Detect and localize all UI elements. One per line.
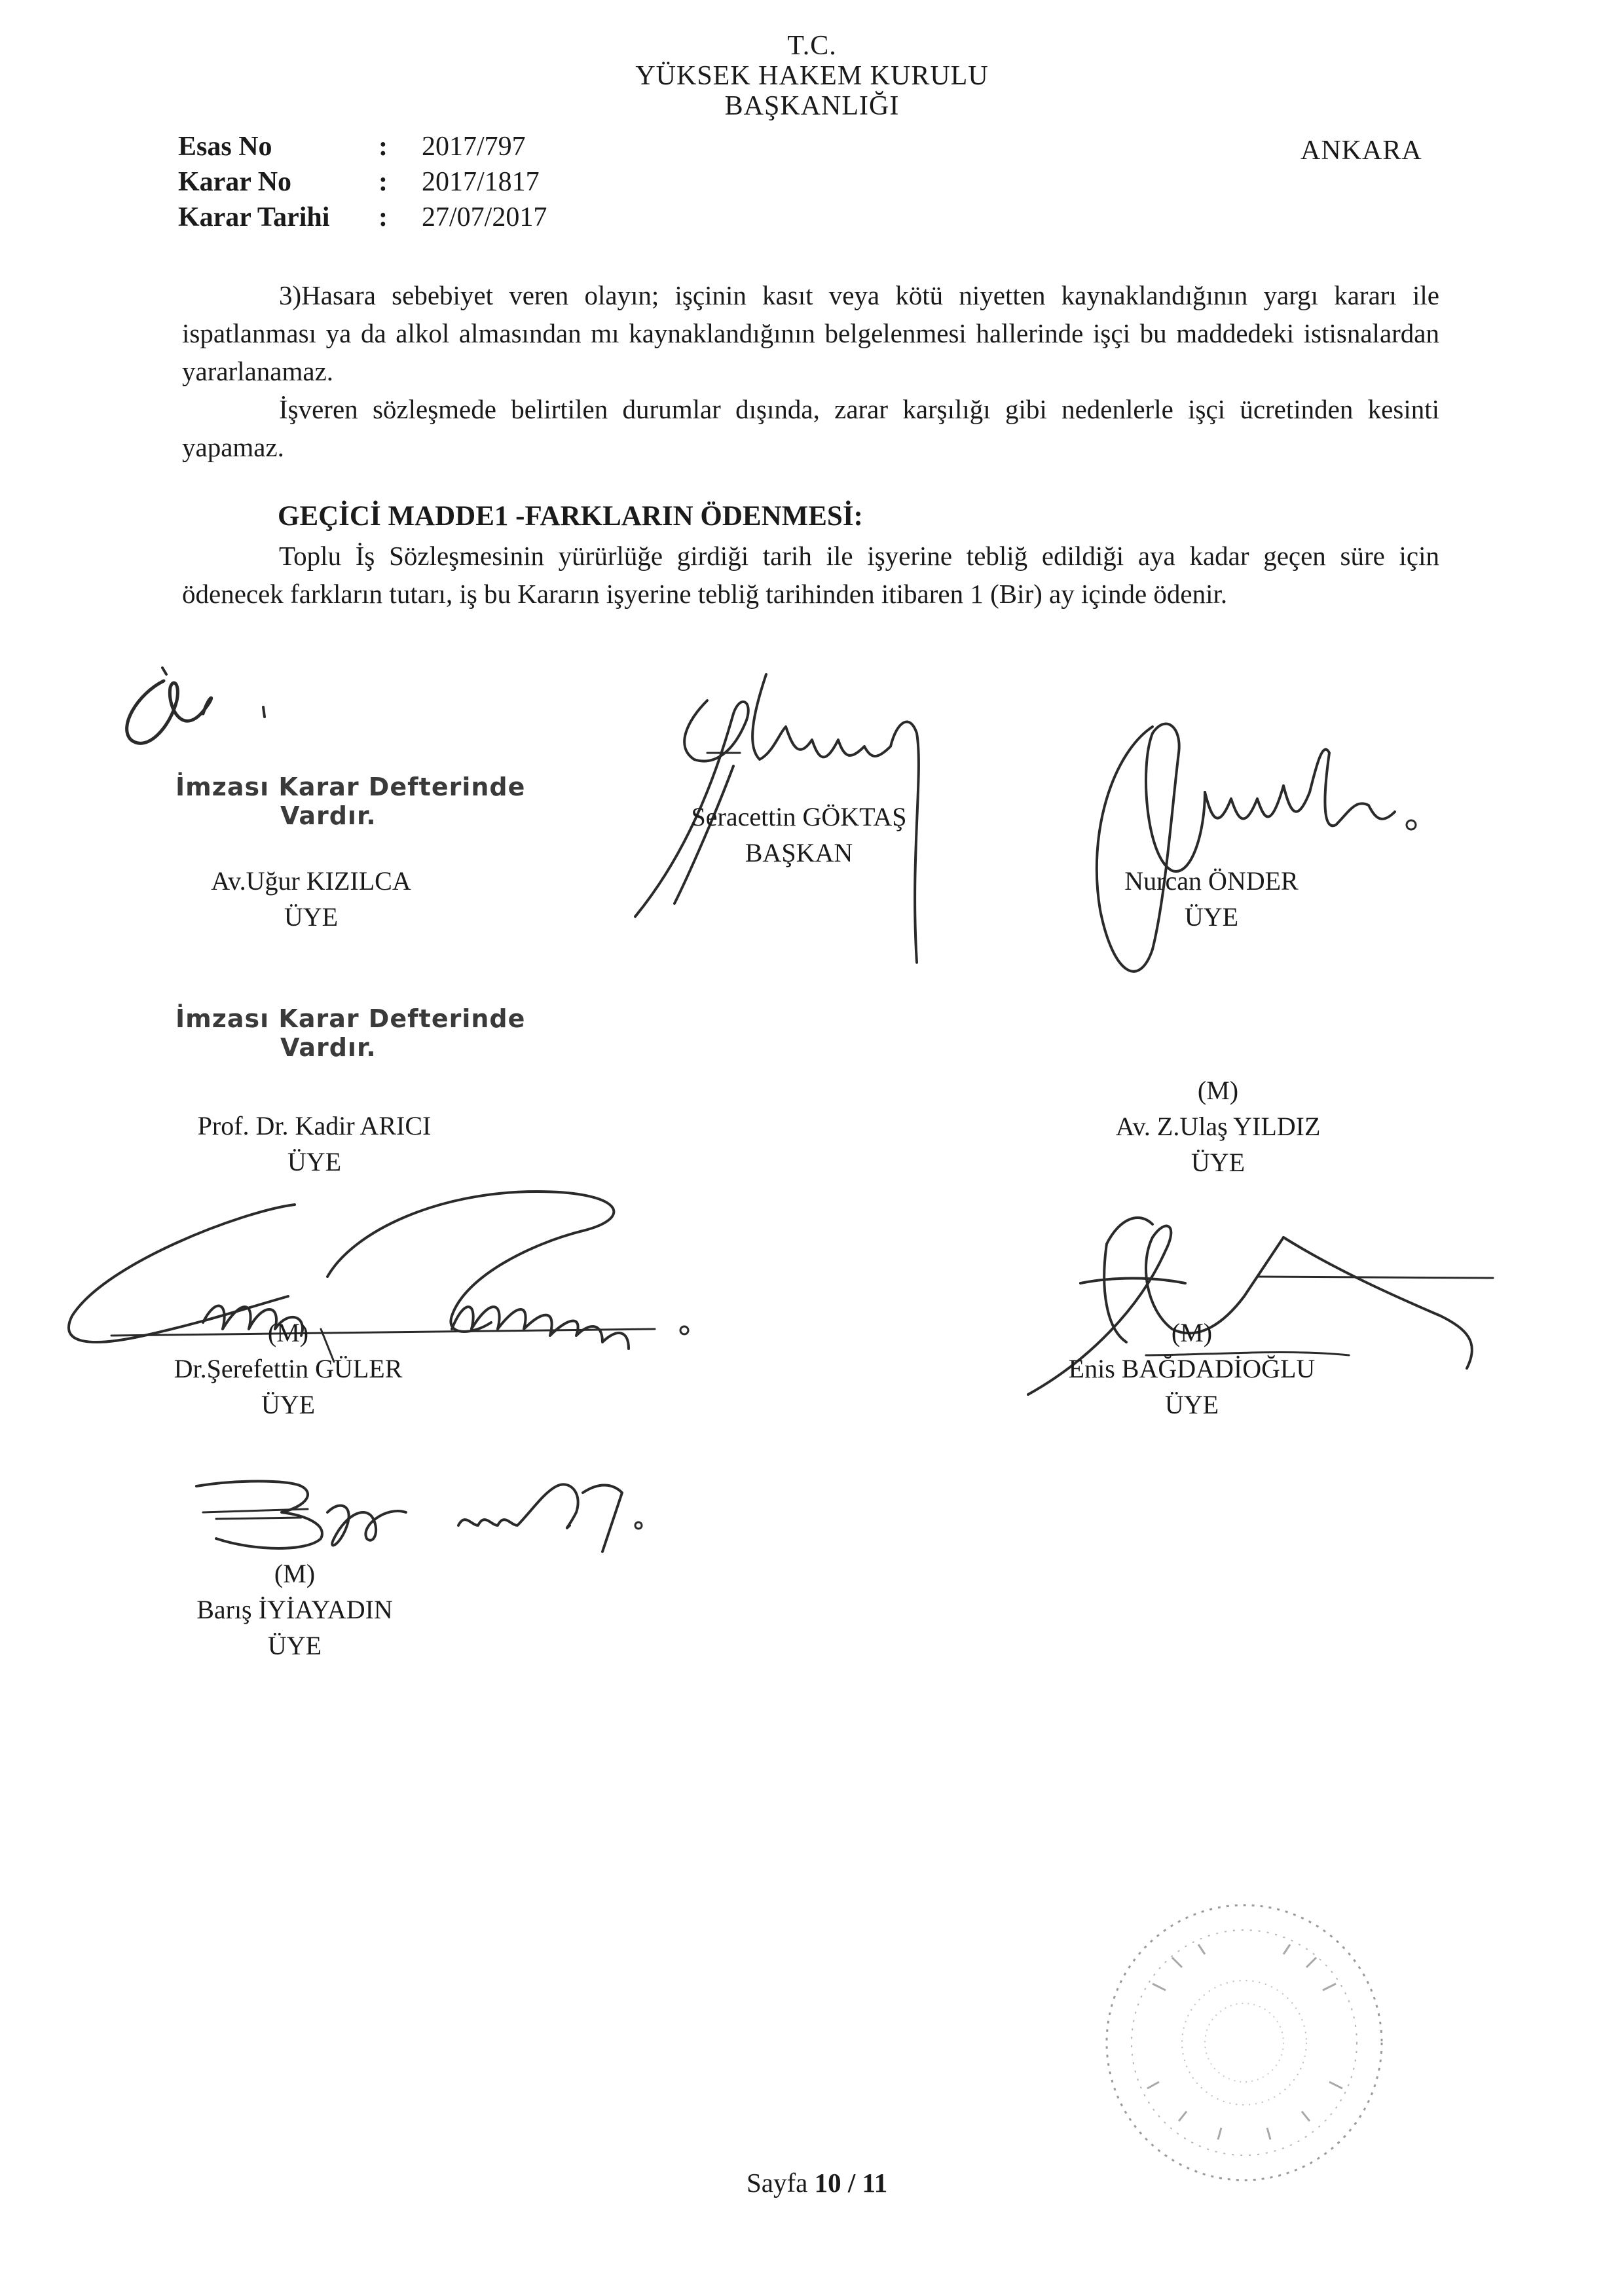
signatory-role: ÜYE xyxy=(284,902,339,932)
signatory-name: Av.Uğur KIZILCA xyxy=(211,866,411,896)
signatory-role: ÜYE xyxy=(1190,1148,1246,1177)
page-footer xyxy=(747,2167,887,2198)
signature-on-file-note-2 xyxy=(175,1004,525,1062)
temporary-article-section xyxy=(182,537,1439,613)
signatory-name: Enis BAĞDADİOĞLU xyxy=(1068,1354,1316,1383)
signatory-role: ÜYE xyxy=(1164,1390,1219,1419)
page-number: 10 / 11 xyxy=(814,2168,888,2198)
signatory-iyiayadin xyxy=(157,1556,432,1664)
signature-on-file-note-1 xyxy=(175,773,525,830)
signature-iyiayadin xyxy=(177,1440,674,1571)
signatory-role: ÜYE xyxy=(287,1147,342,1176)
signatory-kizilca xyxy=(177,863,445,935)
signature-on-file-line2: Vardır. xyxy=(280,801,377,830)
paragraph-deduction-clause: İşveren sözleşmede belirtilen durumlar dışında, zarar karşılığı gibi nedenlerle işçi ücretinden kesinti yapamaz. xyxy=(182,394,1439,462)
signature-on-file-line1: İmzası Karar Defterinde xyxy=(175,1004,526,1033)
page-footer-label: Sayfa xyxy=(747,2168,815,2198)
signatory-mark: (M) xyxy=(274,1559,316,1588)
official-seal xyxy=(1094,1892,1395,2193)
signatory-mark: (M) xyxy=(1197,1076,1239,1105)
section-heading: GEÇİCİ MADDE1 -FARKLARIN ÖDENMESİ: xyxy=(278,501,863,532)
signature-on-file-line1: İmzası Karar Defterinde xyxy=(175,773,526,801)
esas-no-value: 2017/797 xyxy=(422,132,526,162)
signatory-onder xyxy=(1074,863,1349,935)
header-tc: T.C. xyxy=(787,31,837,61)
signatory-role: BAŞKAN xyxy=(745,838,853,867)
body-section xyxy=(182,276,1439,466)
signatory-yildiz xyxy=(1080,1072,1356,1180)
paragraph-damage-clause: 3)Hasara sebebiyet veren olayın; işçinin kasıt veya kötü niyetten kaynaklandığının yargı kararı ile ispatlanması ya da alkol almasından mı kaynaklandığının belgelenmesi hallerinde işçi bu maddedeki istisnalardan yararlanamaz. xyxy=(182,280,1439,386)
signature-on-file-line2: Vardır. xyxy=(280,1033,377,1062)
signature-kizilca xyxy=(111,655,282,773)
signatory-name: Barış İYİAYADIN xyxy=(196,1595,393,1624)
header-institution: YÜKSEK HAKEM KURULU xyxy=(635,61,989,91)
signatory-name: Seracettin GÖKTAŞ xyxy=(691,802,907,831)
esas-no-label: Esas No xyxy=(178,132,272,162)
header-office: BAŞKANLIĞI xyxy=(724,91,900,121)
karar-tarihi-colon: : xyxy=(378,202,388,232)
signatory-goktas xyxy=(661,799,936,871)
signatory-name: Prof. Dr. Kadir ARICI xyxy=(197,1111,432,1140)
signature-onder xyxy=(1048,701,1428,1002)
signatory-name: Nurcan ÖNDER xyxy=(1124,866,1299,896)
signatory-name: Av. Z.Ulaş YILDIZ xyxy=(1115,1112,1321,1141)
paragraph-payment-clause: Toplu İş Sözleşmesinin yürürlüğe girdiği tarih ile işyerine tebliğ edildiği aya kadar geçen süre için ödenecek farkların tutarı, iş bu Kararın işyerine tebliğ tarihinden itibaren 1 (Bir) ay içinde ödenir. xyxy=(182,541,1439,609)
karar-tarihi-label: Karar Tarihi xyxy=(178,202,330,232)
signatory-bagdadioglu xyxy=(1048,1315,1336,1423)
signatory-mark: (M) xyxy=(1171,1318,1213,1347)
signatory-mark: (M) xyxy=(267,1318,309,1347)
karar-no-colon: : xyxy=(378,167,388,197)
karar-tarihi-value: 27/07/2017 xyxy=(422,202,547,232)
city-label: ANKARA xyxy=(1301,136,1422,166)
signatory-role: ÜYE xyxy=(267,1631,322,1660)
signatory-role: ÜYE xyxy=(261,1390,316,1419)
signatory-guler xyxy=(124,1315,452,1423)
signatory-role: ÜYE xyxy=(1184,902,1239,932)
signatory-name: Dr.Şerefettin GÜLER xyxy=(174,1354,403,1383)
karar-no-label: Karar No xyxy=(178,167,292,197)
karar-no-value: 2017/1817 xyxy=(422,167,540,197)
esas-no-colon: : xyxy=(378,132,388,162)
